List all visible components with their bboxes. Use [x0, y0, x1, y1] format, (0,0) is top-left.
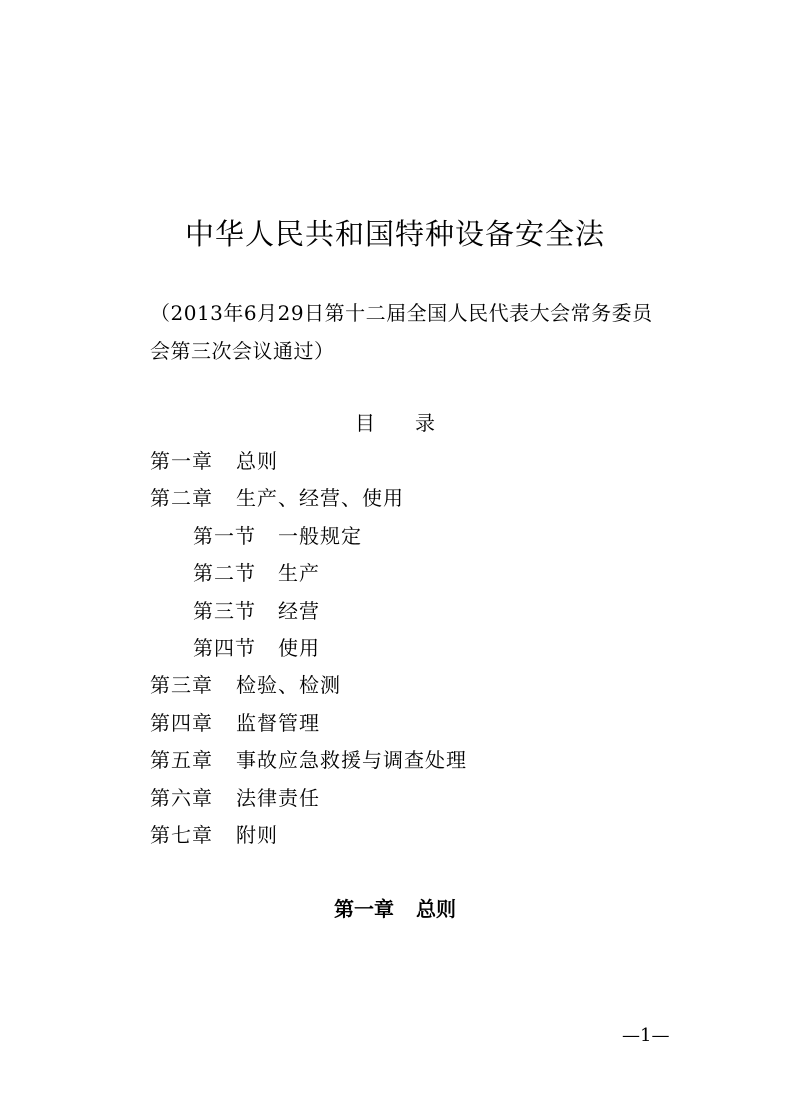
toc-item — [150, 782, 710, 819]
toc-item — [150, 707, 710, 744]
page-number: —1— — [622, 1025, 670, 1046]
toc-item-number: 第三章 — [150, 673, 213, 698]
toc-item — [150, 445, 710, 482]
document-subtitle: （2013年6月29日第十二届全国人民代表大会常务委员会第三次会议通过） — [150, 301, 653, 363]
toc-item-title: 监督管理 — [236, 710, 320, 735]
toc-item-number: 第四节 — [193, 635, 256, 660]
toc-item — [150, 669, 710, 706]
toc-item-title: 使用 — [278, 635, 320, 660]
toc-subitem — [150, 632, 710, 669]
toc-item-number: 第七章 — [150, 822, 213, 847]
toc-item — [150, 819, 710, 856]
toc-item-number: 第三节 — [193, 598, 256, 623]
chapter-heading-title: 总则 — [416, 897, 456, 921]
toc-subitem — [150, 520, 710, 557]
table-of-contents — [150, 445, 710, 856]
toc-item-title: 事故应急救援与调查处理 — [236, 748, 467, 773]
document-title: 中华人民共和国特种设备安全法 — [184, 217, 605, 251]
toc-item-number: 第五章 — [150, 748, 213, 773]
chapter-heading-number: 第一章 — [334, 897, 394, 921]
toc-item-title: 生产、经营、使用 — [236, 486, 404, 511]
chapter-heading — [0, 894, 790, 924]
toc-item-number: 第六章 — [150, 785, 213, 810]
toc-item — [150, 482, 710, 519]
toc-subitem — [150, 557, 710, 594]
toc-item-title: 一般规定 — [278, 523, 362, 548]
toc-item-title: 经营 — [278, 598, 320, 623]
toc-item-number: 第二节 — [193, 561, 256, 586]
toc-item-number: 第一章 — [150, 449, 213, 473]
toc-item-title: 附则 — [236, 822, 278, 847]
toc-item-number: 第二章 — [150, 486, 213, 511]
toc-item-number: 第四章 — [150, 710, 213, 735]
toc-item-title: 生产 — [278, 561, 320, 586]
toc-item-title: 检验、检测 — [236, 673, 341, 698]
toc-subitem — [150, 595, 710, 632]
toc-item — [150, 744, 710, 781]
toc-item-number: 第一节 — [193, 523, 256, 548]
toc-item-title: 总则 — [236, 449, 278, 473]
toc-item-title: 法律责任 — [236, 785, 320, 810]
toc-heading: 目录 — [355, 411, 475, 435]
